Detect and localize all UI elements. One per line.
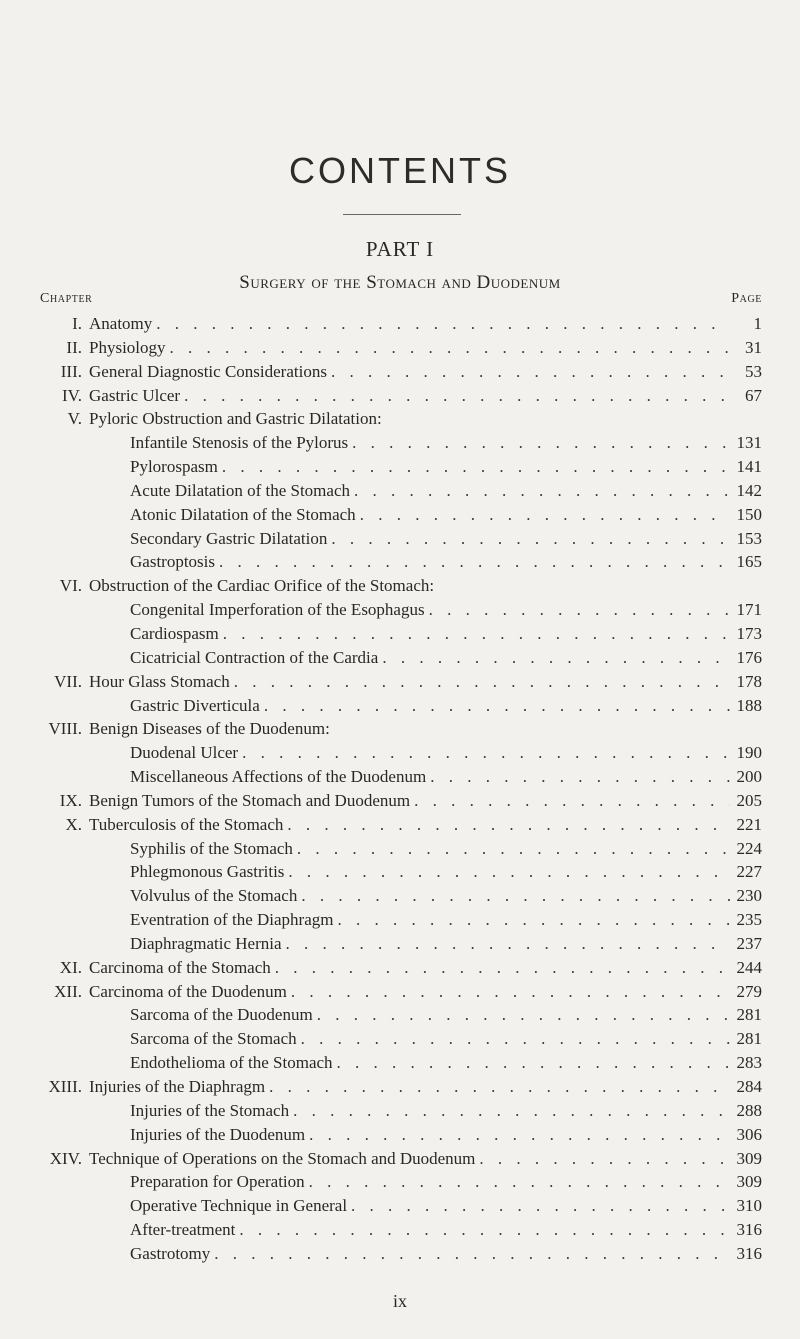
toc-entry: [0, 503, 800, 527]
toc-entry: [0, 860, 800, 884]
toc-subentry: [130, 622, 762, 646]
toc-entry: [0, 431, 800, 455]
entry-title: Gastric Diverticula: [130, 695, 260, 715]
entry-page-number: 67: [745, 385, 762, 405]
toc-subentry: [130, 1242, 762, 1266]
toc-chapter: [89, 980, 762, 1004]
toc-subentry: [130, 1051, 762, 1075]
entry-page-number: 316: [736, 1220, 762, 1240]
entry-title: Atonic Dilatation of the Stomach: [130, 504, 356, 524]
entry-title: Sarcoma of the Duodenum: [130, 1005, 313, 1025]
entry-page-number: 221: [736, 814, 762, 834]
toc-entry: [0, 1123, 800, 1147]
toc-chapter: [89, 312, 762, 336]
toc-chapter: [89, 789, 762, 813]
entry-page-number: 53: [745, 361, 762, 381]
dot-leader: [333, 1051, 730, 1075]
entry-title: Anatomy: [89, 314, 153, 333]
toc-chapter: [89, 336, 762, 360]
entry-title: Technique of Operations on the Stomach and Duodenum: [89, 1148, 476, 1168]
toc-subentry: [130, 1003, 762, 1027]
entry-page-number: 310: [736, 1196, 762, 1216]
chapter-number: I.: [72, 314, 82, 333]
dot-leader: [327, 527, 730, 551]
dot-leader: [271, 956, 730, 980]
toc-subentry: [130, 1027, 762, 1051]
toc-subentry: [130, 694, 762, 718]
toc-subentry: [130, 550, 762, 574]
toc-entry: [0, 1218, 800, 1242]
chapter-number: VII.: [54, 671, 82, 691]
toc-entry: [0, 455, 800, 479]
dot-leader: [297, 884, 730, 908]
entry-page-number: 244: [736, 957, 762, 977]
toc-chapter: [89, 1075, 762, 1099]
entry-page-number: 153: [736, 528, 762, 548]
toc-entry: [0, 765, 800, 789]
chapter-number: XIII.: [48, 1077, 82, 1096]
entry-page-number: 165: [736, 552, 762, 572]
entry-page-number: 173: [736, 623, 762, 643]
page-title: CONTENTS: [289, 150, 511, 191]
entry-title: Pylorospasm: [130, 457, 218, 477]
chapter-number: V.: [67, 409, 82, 429]
toc-subentry: [130, 884, 762, 908]
toc-subentry: [130, 479, 762, 503]
entry-title: Tuberculosis of the Stomach: [89, 814, 284, 834]
entry-title: Secondary Gastric Dilatation: [130, 528, 328, 548]
toc-entry: [0, 789, 800, 813]
entry-title: Sarcoma of the Stomach: [130, 1029, 297, 1049]
dot-leader: [218, 455, 730, 479]
entry-title: Obstruction of the Cardiac Orifice of the Stomach:: [89, 576, 435, 596]
entry-page-number: 230: [736, 886, 762, 906]
entry-page-number: 224: [736, 838, 762, 858]
toc-entry: [0, 813, 800, 837]
entry-page-number: 281: [736, 1005, 762, 1025]
toc-entry: [0, 312, 800, 336]
toc-entry: [0, 622, 800, 646]
dot-leader: [219, 622, 730, 646]
entry-title: Carcinoma of the Stomach: [89, 957, 271, 977]
toc-entry: [0, 670, 800, 694]
toc-subentry: [130, 765, 762, 789]
chapter-number: II.: [66, 337, 82, 357]
dot-leader: [426, 765, 730, 789]
toc-entry: [0, 1051, 800, 1075]
toc-subentry: [130, 527, 762, 551]
toc-subentry: [130, 431, 762, 455]
toc-entry: [0, 1242, 800, 1266]
title-rule: [343, 214, 461, 215]
dot-leader: [210, 1242, 730, 1266]
toc-subentry: [130, 1170, 762, 1194]
page-column-header: Page: [731, 291, 762, 306]
dot-leader: [356, 503, 730, 527]
entry-page-number: 316: [736, 1243, 762, 1263]
toc-entry: [0, 908, 800, 932]
entry-page-number: 235: [736, 910, 762, 930]
toc-list: [0, 312, 800, 1266]
entry-title: Physiology: [89, 337, 166, 357]
dot-leader: [327, 360, 730, 384]
dot-leader: [305, 1170, 730, 1194]
toc-entry: [0, 646, 800, 670]
entry-title: Acute Dilatation of the Stomach: [130, 480, 350, 500]
toc-chapter: [89, 956, 762, 980]
dot-leader: [287, 980, 730, 1004]
toc-subentry: [130, 932, 762, 956]
toc-subentry: [130, 1099, 762, 1123]
entry-title: Phlegmonous Gastritis: [130, 862, 285, 882]
toc-entry: [0, 980, 800, 1004]
part-heading: PART I: [365, 237, 435, 261]
chapter-number: XI.: [59, 957, 82, 977]
entry-page-number: 288: [736, 1100, 762, 1120]
dot-leader: [378, 646, 730, 670]
entry-page-number: 150: [736, 504, 762, 524]
toc-entry: [0, 550, 800, 574]
toc-subentry: [130, 908, 762, 932]
toc-entry: [0, 741, 800, 765]
toc-entry: [0, 1170, 800, 1194]
toc-chapter: [89, 574, 434, 598]
toc-entry: [0, 694, 800, 718]
toc-entry: [0, 884, 800, 908]
entry-page-number: 188: [736, 695, 762, 715]
toc-entry: [0, 1003, 800, 1027]
chapter-number: III.: [60, 361, 82, 381]
toc-chapter: [89, 360, 762, 384]
toc-subentry: [130, 455, 762, 479]
dot-leader: [282, 932, 730, 956]
chapter-number: XII.: [54, 981, 82, 1001]
dot-leader: [283, 813, 730, 837]
entry-page-number: 178: [736, 671, 762, 691]
toc-entry: [0, 479, 800, 503]
toc-entry: [0, 574, 800, 598]
dot-leader: [152, 312, 730, 336]
page-number: ix: [392, 1291, 407, 1311]
entry-title: Endothelioma of the Stomach: [130, 1053, 333, 1073]
entry-title: Congenital Imperforation of the Esophagus: [130, 600, 425, 620]
entry-page-number: 281: [736, 1029, 762, 1049]
toc-subentry: [130, 1194, 762, 1218]
chapter-column-header: Chapter: [40, 291, 93, 306]
dot-leader: [347, 1194, 730, 1218]
toc-entry: [0, 360, 800, 384]
toc-chapter: [89, 670, 762, 694]
entry-page-number: 227: [736, 862, 762, 882]
entry-page-number: 309: [736, 1148, 762, 1168]
dot-leader: [293, 837, 730, 861]
toc-entry: [0, 717, 800, 741]
toc-entry: [0, 1027, 800, 1051]
dot-leader: [350, 479, 730, 503]
entry-page-number: 171: [736, 600, 762, 620]
part-subtitle: Surgery of the Stomach and Duodenum: [239, 272, 561, 293]
toc-entry: [0, 837, 800, 861]
toc-entry: [0, 1147, 800, 1171]
toc-entry: [0, 956, 800, 980]
entry-title: Gastrotomy: [130, 1243, 211, 1263]
entry-title: Cicatricial Contraction of the Cardia: [130, 647, 379, 667]
toc-subentry: [130, 741, 762, 765]
dot-leader: [166, 336, 730, 360]
toc-chapter: [89, 1147, 762, 1171]
entry-title: Infantile Stenosis of the Pylorus: [130, 433, 349, 453]
toc-entry: [0, 407, 800, 431]
toc-subentry: [130, 646, 762, 670]
dot-leader: [230, 670, 730, 694]
entry-page-number: 284: [736, 1077, 762, 1096]
dot-leader: [425, 598, 730, 622]
toc-subentry: [130, 1218, 762, 1242]
entry-page-number: 176: [736, 647, 762, 667]
dot-leader: [475, 1147, 730, 1171]
entry-page-number: 1: [753, 314, 762, 333]
entry-title: Benign Diseases of the Duodenum:: [89, 719, 330, 739]
toc-chapter: [89, 407, 382, 431]
entry-title: Pyloric Obstruction and Gastric Dilatation:: [89, 409, 382, 429]
toc-entry: [0, 1099, 800, 1123]
dot-leader: [284, 860, 730, 884]
entry-page-number: 200: [736, 767, 762, 787]
entry-page-number: 131: [736, 433, 762, 453]
entry-page-number: 237: [736, 933, 762, 953]
entry-page-number: 306: [736, 1124, 762, 1144]
entry-title: Cardiospasm: [130, 623, 219, 643]
toc-entry: [0, 527, 800, 551]
toc-subentry: [130, 837, 762, 861]
toc-entry: [0, 598, 800, 622]
entry-title: Gastric Ulcer: [89, 385, 181, 405]
dot-leader: [333, 908, 730, 932]
dot-leader: [297, 1027, 730, 1051]
dot-leader: [313, 1003, 730, 1027]
entry-title: Preparation for Operation: [130, 1172, 305, 1192]
chapter-number: XIV.: [49, 1148, 82, 1168]
entry-title: General Diagnostic Considerations: [89, 361, 327, 381]
entry-title: Injuries of the Duodenum: [130, 1124, 306, 1144]
chapter-number: X.: [65, 814, 82, 834]
entry-title: Duodenal Ulcer: [130, 743, 239, 763]
dot-leader: [260, 694, 730, 718]
dot-leader: [238, 741, 730, 765]
toc-entry: [0, 336, 800, 360]
dot-leader: [215, 550, 730, 574]
toc-subentry: [130, 860, 762, 884]
entry-page-number: 309: [736, 1172, 762, 1192]
dot-leader: [410, 789, 730, 813]
entry-title: Gastroptosis: [130, 552, 215, 572]
entry-title: Benign Tumors of the Stomach and Duodenum: [89, 790, 411, 810]
entry-title: Hour Glass Stomach: [89, 671, 230, 691]
dot-leader: [235, 1218, 730, 1242]
entry-page-number: 279: [736, 981, 762, 1001]
dot-leader: [348, 431, 730, 455]
toc-subentry: [130, 598, 762, 622]
dot-leader: [289, 1099, 730, 1123]
dot-leader: [265, 1075, 730, 1099]
entry-page-number: 141: [736, 457, 762, 477]
toc-entry: [0, 1075, 800, 1099]
entry-title: Diaphragmatic Hernia: [130, 933, 282, 953]
toc-entry: [0, 384, 800, 408]
toc-subentry: [130, 503, 762, 527]
entry-page-number: 283: [736, 1053, 762, 1073]
entry-page-number: 142: [736, 480, 762, 500]
chapter-number: VI.: [59, 576, 82, 596]
entry-title: Miscellaneous Affections of the Duodenum: [130, 767, 427, 787]
toc-chapter: [89, 813, 762, 837]
toc-entry: [0, 932, 800, 956]
toc-entry: [0, 1194, 800, 1218]
entry-title: Carcinoma of the Duodenum: [89, 981, 287, 1001]
chapter-number: IV.: [62, 385, 82, 405]
entry-page-number: 31: [745, 337, 762, 357]
entry-title: Injuries of the Stomach: [130, 1100, 290, 1120]
chapter-number: VIII.: [48, 719, 82, 739]
entry-title: Eventration of the Diaphragm: [130, 910, 334, 930]
entry-title: Injuries of the Diaphragm: [89, 1077, 266, 1096]
toc-chapter: [89, 384, 762, 408]
entry-title: Volvulus of the Stomach: [130, 886, 298, 906]
entry-title: After-treatment: [130, 1220, 236, 1240]
entry-page-number: 190: [736, 743, 762, 763]
entry-title: Operative Technique in General: [130, 1196, 348, 1216]
toc-subentry: [130, 1123, 762, 1147]
chapter-number: IX.: [59, 790, 82, 810]
dot-leader: [305, 1123, 730, 1147]
dot-leader: [180, 384, 730, 408]
entry-page-number: 205: [736, 790, 762, 810]
entry-title: Syphilis of the Stomach: [130, 838, 293, 858]
toc-chapter: [89, 717, 330, 741]
